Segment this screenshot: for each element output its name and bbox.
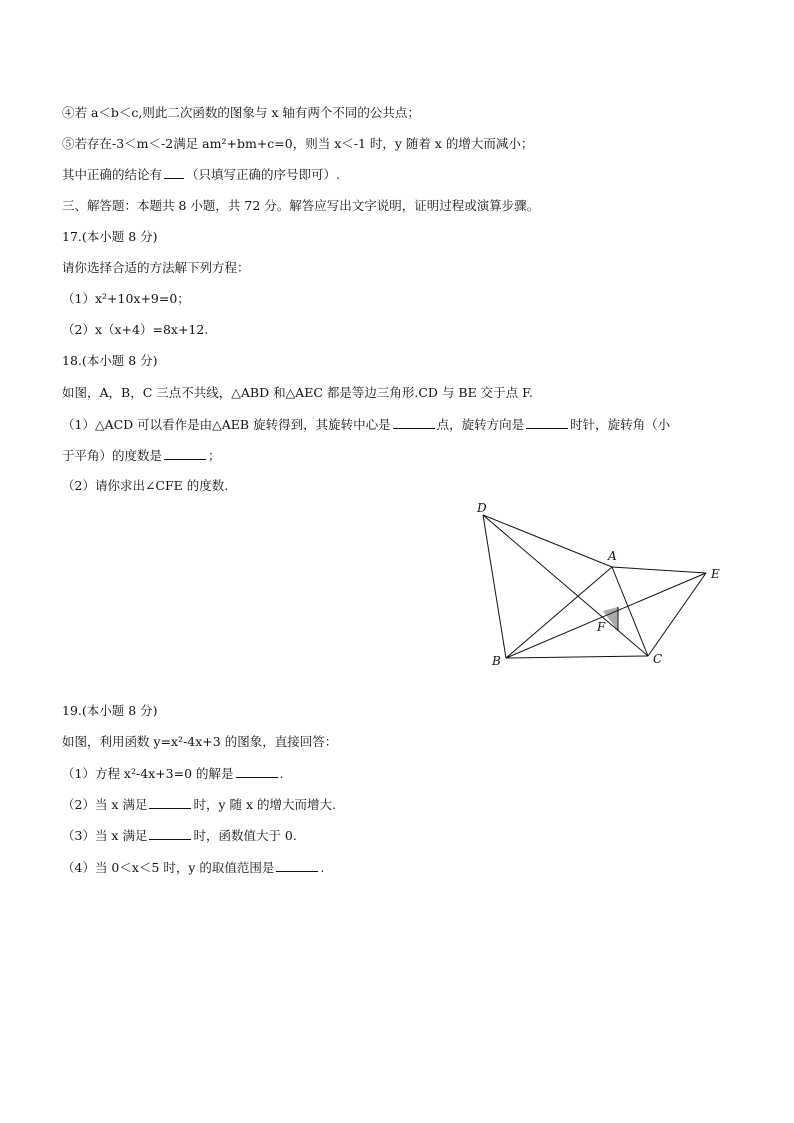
problem-18-statement: 如图，A，B，C 三点不共线，△ABD 和△AEC 都是等边三角形.CD 与 BE 交于点 F. <box>62 385 533 400</box>
problem-17-part-2: （2）x（x+4）=8x+12. <box>62 322 209 337</box>
problem-17-header: 17.(本小题 8 分) <box>62 229 158 244</box>
label-b: B <box>492 654 501 668</box>
geometry-figure <box>468 495 728 675</box>
problem-19-part-1: （1）方程 x²-4x+3=0 的解是 . <box>62 766 284 781</box>
problem-18-part-2: （2）请你求出∠CFE 的度数. <box>62 478 229 493</box>
segment-ab <box>506 567 612 658</box>
segment-bc <box>506 656 648 658</box>
segment-db <box>483 515 506 658</box>
problem-18-part-1-cont: 于平角）的度数是 ； <box>62 448 221 463</box>
problem-17-part-1: （1）x²+10x+9=0； <box>62 291 190 306</box>
y-range-blank[interactable] <box>276 858 318 872</box>
segment-dc <box>483 515 648 656</box>
label-c: C <box>653 652 663 666</box>
label-a: A <box>608 549 617 563</box>
problem-19-header: 19.(本小题 8 分) <box>62 703 158 718</box>
correct-conclusions-prompt: 其中正确的结论有 （只填写正确的序号即可）. <box>62 167 340 182</box>
problem-19-part-4: （4）当 0＜x＜5 时，y 的取值范围是 . <box>62 860 325 875</box>
label-d: D <box>477 501 487 515</box>
section-title: 三、解答题：本题共 8 小题，共 72 分。解答应写出文字说明，证明过程或演算步骤。 <box>62 198 540 213</box>
problem-19-part-2: （2）当 x 满足 时，y 随 x 的增大而增大. <box>62 797 336 812</box>
positive-range-blank[interactable] <box>149 826 191 840</box>
answer-blank[interactable] <box>164 165 184 179</box>
rotation-center-blank[interactable] <box>393 415 435 429</box>
problem-17-instruction: 请你选择合适的方法解下列方程： <box>62 260 250 275</box>
label-e: E <box>711 567 720 581</box>
statement-5: ⑤若存在-3＜m＜-2满足 am²+bm+c=0，则当 x＜-1 时，y 随着 x 的增大而减小； <box>62 136 534 151</box>
segment-da <box>483 515 612 567</box>
increasing-range-blank[interactable] <box>149 795 191 809</box>
statement-4: ④若 a＜b＜c,则此二次函数的图象与 x 轴有两个不同的公共点； <box>62 105 420 120</box>
rotation-direction-blank[interactable] <box>526 415 568 429</box>
segment-ae <box>612 567 706 573</box>
rotation-angle-blank[interactable] <box>164 446 206 460</box>
problem-18-part-1: （1）△ACD 可以看作是由△AEB 旋转得到，其旋转中心是 点，旋转方向是 时针，旋转角（小 <box>62 417 671 432</box>
problem-19-statement: 如图，利用函数 y=x²-4x+3 的图象，直接回答： <box>62 734 338 749</box>
label-f: F <box>597 620 606 634</box>
problem-19-part-3: （3）当 x 满足 时，函数值大于 0. <box>62 828 297 843</box>
problem-18-header: 18.(本小题 8 分) <box>62 353 158 368</box>
solution-blank[interactable] <box>236 764 278 778</box>
